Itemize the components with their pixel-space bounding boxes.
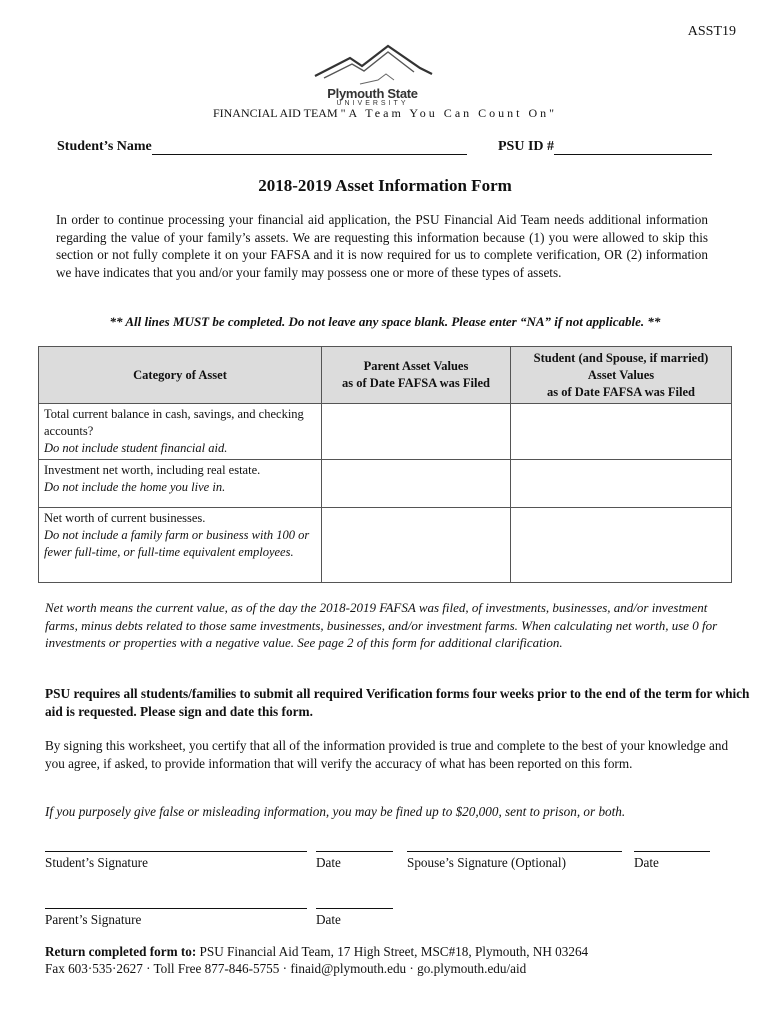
spouse-signature-line[interactable] — [407, 851, 622, 852]
parent-date-line[interactable] — [316, 908, 393, 909]
spouse-date-line[interactable] — [634, 851, 710, 852]
student-value-cell[interactable] — [511, 404, 732, 460]
table-row — [39, 404, 732, 460]
psu-id-input[interactable] — [554, 140, 712, 155]
table-header-row — [39, 347, 732, 404]
student-signature-line[interactable] — [45, 851, 307, 852]
category-text: Total current balance in cash, savings, and checking accounts? — [44, 407, 304, 438]
student-value-cell[interactable] — [511, 508, 732, 583]
student-name-input[interactable] — [152, 140, 467, 155]
penalty-warning: If you purposely give false or misleading information, you may be fined up to $20,000, sent to prison, or both. — [45, 804, 626, 819]
student-signature-label: Student’s Signature — [45, 855, 148, 870]
student-name-field — [57, 139, 467, 155]
header-student — [511, 347, 732, 404]
net-worth-note: Net worth means the current value, as of the day the 2018-2019 FAFSA was filed, of investments, businesses, and/or investment farms, minus debts related to those same investments, businesses, and/or investment farms. When calculating net worth, use 0 for investments or properties with a negative value. See page 2 of this form for additional clarification. — [45, 600, 718, 650]
parent-value-cell[interactable] — [322, 404, 511, 460]
category-cell — [39, 404, 322, 460]
psu-id-label: PSU ID # — [498, 139, 555, 154]
category-note: Do not include a family farm or business with 100 or fewer full-time, or full-time equivalent employees. — [44, 528, 310, 559]
completion-notice: ** All lines MUST be completed. Do not leave any space blank. Please enter “NA” if not applicable. ** — [109, 314, 661, 329]
logo-wordmark: Plymouth State — [327, 86, 418, 101]
psu-id-field — [498, 139, 712, 155]
contact-info: Fax 603·535·2627 · Toll Free 877-846-5755 · finaid@plymouth.edu · go.plymouth.edu/aid — [45, 961, 527, 976]
return-label: Return completed form to: — [45, 944, 197, 959]
header-student-line1: Student (and Spouse, if married) — [533, 350, 709, 365]
form-title: 2018-2019 Asset Information Form — [258, 176, 512, 195]
parent-value-cell[interactable] — [322, 460, 511, 508]
spouse-signature-label: Spouse’s Signature (Optional) — [407, 855, 566, 870]
team-line — [0, 106, 770, 121]
header-parent-line1: Parent Asset Values — [363, 359, 469, 373]
parent-value-cell[interactable] — [322, 508, 511, 583]
header-category: Category of Asset — [39, 347, 322, 404]
psu-requirement: PSU requires all students/families to submit all required Verification forms four weeks prior to the end of the term for which aid is requested. Please sign and date this form. — [45, 686, 750, 719]
category-note: Do not include the home you live in. — [44, 480, 226, 494]
parent-signature-label: Parent’s Signature — [45, 912, 142, 927]
header-parent-line2: as of Date FAFSA was Filed — [341, 376, 491, 390]
header-student-line2: Asset Values — [587, 367, 655, 382]
student-date-line[interactable] — [316, 851, 393, 852]
parent-date-label: Date — [316, 912, 341, 927]
category-text: Net worth of current businesses. — [44, 511, 206, 525]
category-note: Do not include student financial aid. — [44, 441, 228, 455]
document-code: ASST19 — [687, 24, 736, 39]
asset-table — [38, 346, 732, 583]
student-date-label: Date — [316, 855, 341, 870]
parent-signature-line[interactable] — [45, 908, 307, 909]
student-name-label: Student’s Name — [57, 139, 152, 154]
header-parent — [322, 347, 511, 404]
category-text: Investment net worth, including real estate. — [44, 463, 261, 477]
return-line — [45, 943, 588, 960]
category-cell — [39, 508, 322, 583]
logo-subtitle: UNIVERSITY — [336, 100, 409, 107]
team-tagline: "A Team You Can Count On" — [340, 106, 558, 120]
student-value-cell[interactable] — [511, 460, 732, 508]
intro-paragraph: In order to continue processing your financial aid application, the PSU Financial Aid Team needs additional information regarding the value of your family’s assets. We are requesting this information because (1) you were allowed to skip this section or not fully complete it on your FAFSA and it is now required for us to complete verification, OR (2) information we have indicates that you and/or your family may possess one or more of these types of assets. — [56, 212, 708, 280]
return-address: PSU Financial Aid Team, 17 High Street, MSC#18, Plymouth, NH 03264 — [199, 944, 589, 959]
certification-text: By signing this worksheet, you certify that all of the information provided is true and complete to the best of your knowledge and you agree, if asked, to provide information that will verify the accuracy of what has been reported on this form. — [45, 738, 729, 771]
category-cell — [39, 460, 322, 508]
spouse-date-label: Date — [634, 855, 659, 870]
return-instructions — [45, 943, 588, 977]
team-name: FINANCIAL AID TEAM — [212, 106, 338, 120]
header-student-line3: as of Date FAFSA was Filed — [546, 384, 696, 399]
table-row — [39, 460, 732, 508]
table-row — [39, 508, 732, 583]
